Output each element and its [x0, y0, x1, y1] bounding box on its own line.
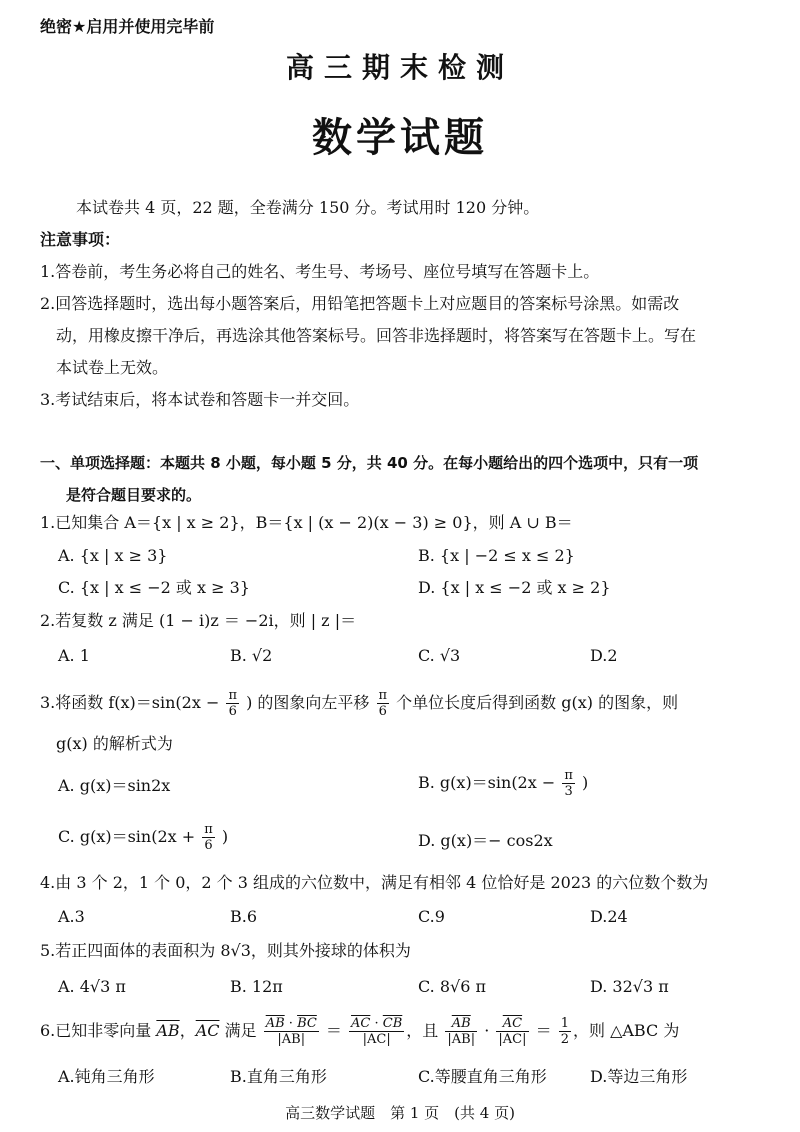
question-3-option-c: C. g(x)＝sin(2x + $\frac{\pi}{6}$ ) [58, 822, 229, 853]
pi-over-6-fraction: $\frac{\pi}{6}$ [204, 822, 213, 853]
question-4-option-b: B.6 [230, 907, 258, 926]
note-item: 动，用橡皮擦干净后，再选涂其他答案标号。回答非选择题时，将答案写在答题卡上。写在 [56, 326, 697, 345]
unit-ab-fraction: $\frac{\overline{AB}}{|AB|}$ [447, 1016, 476, 1047]
question-5-option-b: B. 12π [230, 977, 283, 996]
pi-over-6-fraction: $\frac{\pi}{6}$ [228, 688, 237, 719]
question-4-option-c: C.9 [418, 907, 445, 926]
subject-title: 数学试题 [312, 115, 488, 161]
question-6-option-d: D.等边三角形 [590, 1067, 688, 1086]
exam-name: 高三期末检测 [285, 51, 514, 84]
question-2-option-d: D.2 [590, 646, 618, 665]
section-title-cont: 是符合题目要求的。 [66, 486, 202, 504]
question-3-stem [40, 688, 678, 719]
one-half-fraction: $\frac{1}{2}$ [560, 1016, 569, 1047]
question-6-option-c: C.等腰直角三角形 [418, 1067, 547, 1086]
question-4-stem: 4.由 3 个 2，1 个 0，2 个 3 组成的六位数中，满足有相邻 4 位恰好是 2023 的六位数个数为 [40, 873, 709, 892]
question-2-option-b: B. √2 [230, 646, 273, 665]
question-6-option-a: A.钝角三角形 [58, 1067, 155, 1086]
ab-dot-bc-over-abs-ab: $\frac{\overline{AB} \cdot \overline{BC}}{|AB|}$ [265, 1016, 317, 1047]
pi-over-3-fraction: $\frac{\pi}{3}$ [564, 768, 573, 799]
question-3-stem-part: 个单位长度后得到函数 g(x) 的图象，则 [396, 693, 679, 712]
note-item: 3.考试结束后，将本试卷和答题卡一并交回。 [40, 390, 360, 409]
question-1-option-c: C. {x | x ≤ −2 或 x ≥ 3} [58, 578, 250, 597]
question-2-stem: 2.若复数 z 满足 (1 − i)z ＝ −2i，则 | z |＝ [40, 611, 357, 630]
question-3-stem-part: ) 的图象向左平移 [246, 693, 370, 712]
confidential-label: 绝密★启用并使用完毕前 [40, 17, 215, 36]
question-5-option-c: C. 8√6 π [418, 977, 486, 996]
note-item: 2.回答选择题时，选出每小题答案后，用铅笔把答题卡上对应题目的答案标号涂黑。如需改 [40, 294, 680, 313]
question-2-option-a: A. 1 [58, 646, 90, 665]
question-6-option-b: B.直角三角形 [230, 1067, 327, 1086]
page-footer: 高三数学试题 第 1 页 (共 4 页) [285, 1104, 515, 1122]
section-title: 一、单项选择题：本题共 8 小题，每小题 5 分，共 40 分。在每小题给出的四个选项中，只有一项 [40, 454, 699, 472]
question-3-option-a: A. g(x)＝sin2x [58, 776, 171, 795]
vector-ab: $\overline{AB}$ [156, 1021, 180, 1040]
question-3-option-d: D. g(x)＝− cos2x [418, 831, 553, 850]
question-5-option-a: A. 4√3 π [58, 977, 126, 996]
question-4-option-a: A.3 [58, 907, 85, 926]
unit-ac-fraction: $\frac{\overline{AC}}{|AC|}$ [498, 1016, 527, 1047]
question-1-option-a: A. {x | x ≥ 3} [58, 546, 168, 565]
notes-title: 注意事项： [40, 230, 121, 249]
question-5-stem: 5.若正四面体的表面积为 8√3，则其外接球的体积为 [40, 941, 411, 960]
intro-text: 本试卷共 4 页，22 题，全卷满分 150 分。考试用时 120 分钟。 [76, 198, 540, 217]
question-1-stem: 1.已知集合 A＝{x | x ≥ 2}，B＝{x | (x − 2)(x − 3) ≥ 0}，则 A ∪ B＝ [40, 513, 573, 532]
vector-ac: $\overline{AC}$ [195, 1021, 220, 1040]
question-3-option-b: B. g(x)＝sin(2x − $\frac{\pi}{3}$ ) [418, 768, 589, 799]
pi-over-6-fraction: $\frac{\pi}{6}$ [378, 688, 388, 719]
question-2-option-c: C. √3 [418, 646, 461, 665]
question-5-option-d: D. 32√3 π [590, 977, 669, 996]
question-6-stem: 6.已知非零向量 $\overline{AB}$，$\overline{AC}$ 满足 $\frac{\overline{AB} \cdot \overline{BC}}{|AB|}$ ＝ $\frac{\overline{AC} \cdot \overline{CB}}{|AC|}$ ，且 $\frac{\overline{AB}}{|AB|}$ · $\frac{\overline{AC}}{|AC|}$ ＝ $\frac{1}{2}$ ，则 △ABC 为 [40, 1016, 680, 1047]
question-3-stem-cont: g(x) 的解析式为 [56, 734, 173, 753]
note-item: 1.答卷前，考生务必将自己的姓名、考生号、考场号、座位号填写在答题卡上。 [40, 262, 600, 281]
question-1-option-d: D. {x | x ≤ −2 或 x ≥ 2} [418, 578, 611, 597]
question-4-option-d: D.24 [590, 907, 628, 926]
question-3-stem-part: 3.将函数 f(x)＝sin(2x − [40, 693, 220, 712]
question-1-option-b: B. {x | −2 ≤ x ≤ 2} [418, 546, 575, 565]
ac-dot-cb-over-abs-ac: $\frac{\overline{AC} \cdot \overline{CB}}{|AC|}$ [351, 1016, 403, 1047]
note-item: 本试卷上无效。 [56, 358, 169, 377]
